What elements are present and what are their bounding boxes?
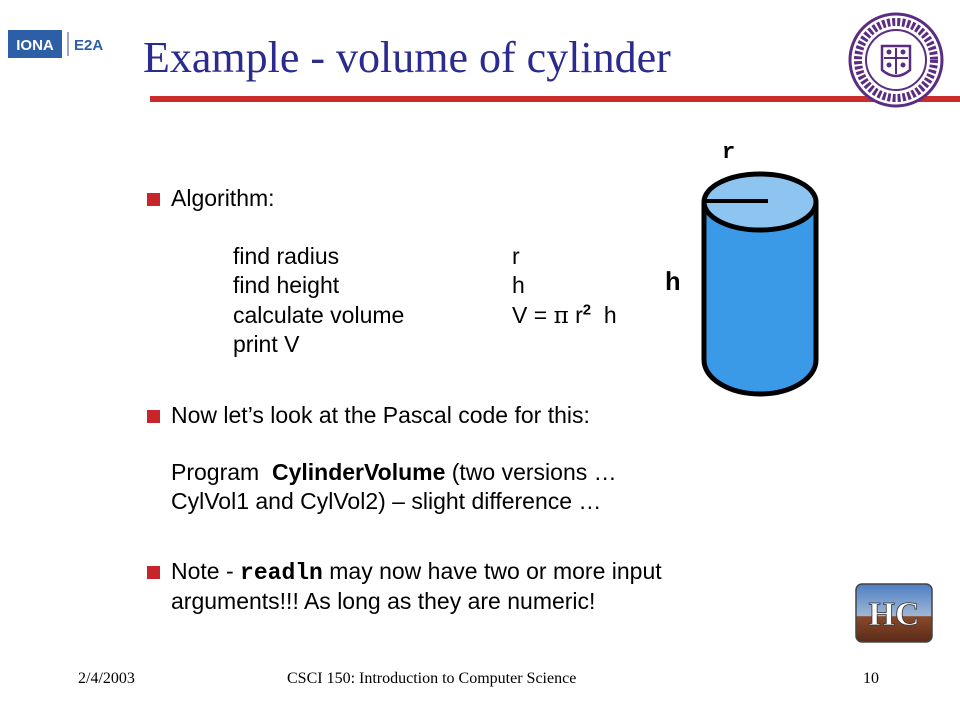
footer-date: 2/4/2003 — [78, 670, 135, 687]
formula-exponent: 2 — [582, 301, 592, 319]
bullet-square-icon — [147, 193, 160, 206]
cylinder-diagram — [690, 168, 830, 398]
slide-title: Example - volume of cylinder — [143, 33, 671, 82]
formula-r: r — [568, 302, 583, 328]
title-underline — [150, 96, 960, 102]
height-label: h — [665, 268, 681, 298]
note-prefix: Note - — [171, 558, 241, 584]
iona-e2a-logo — [8, 24, 128, 64]
algorithm-label: Algorithm: — [171, 185, 275, 211]
radius-label: r — [722, 140, 736, 165]
note-line2: arguments!!! As long as they are numeric! — [171, 588, 596, 614]
pascal-intro-text: Now let’s look at the Pascal code for this: — [171, 402, 590, 428]
program-suffix: (two versions … — [445, 459, 617, 485]
algorithm-step-action: print V — [233, 331, 300, 357]
note-suffix: may now have two or more input — [322, 558, 662, 584]
footer-course: CSCI 150: Introduction to Computer Science — [287, 670, 577, 687]
program-prefix: Program — [171, 459, 272, 485]
college-seal-icon — [848, 12, 944, 108]
hc-logo — [855, 583, 933, 643]
bullet-square-icon — [147, 410, 160, 423]
note-line — [171, 557, 662, 588]
algorithm-step-action: calculate volume — [233, 302, 405, 328]
volume-formula — [512, 301, 617, 331]
formula-prefix: V = — [512, 302, 554, 328]
e2a-logo-text: E2A — [74, 37, 104, 54]
program-line — [171, 458, 617, 487]
hc-logo-text: HC — [868, 596, 920, 633]
pi-symbol: π — [553, 303, 569, 329]
algorithm-step-value: h — [512, 272, 525, 298]
formula-suffix: h — [591, 302, 617, 328]
algorithm-step-action: find height — [233, 272, 340, 298]
program-versions-text: CylVol1 and CylVol2) – slight difference … — [171, 488, 602, 514]
readln-code: readln — [240, 560, 323, 586]
bullet-square-icon — [147, 566, 160, 579]
footer-page-number: 10 — [863, 670, 879, 687]
algorithm-step-value: r — [512, 243, 520, 269]
program-name: CylinderVolume — [271, 459, 446, 485]
algorithm-step-action: find radius — [233, 243, 340, 269]
iona-logo-text: IONA — [16, 37, 54, 54]
